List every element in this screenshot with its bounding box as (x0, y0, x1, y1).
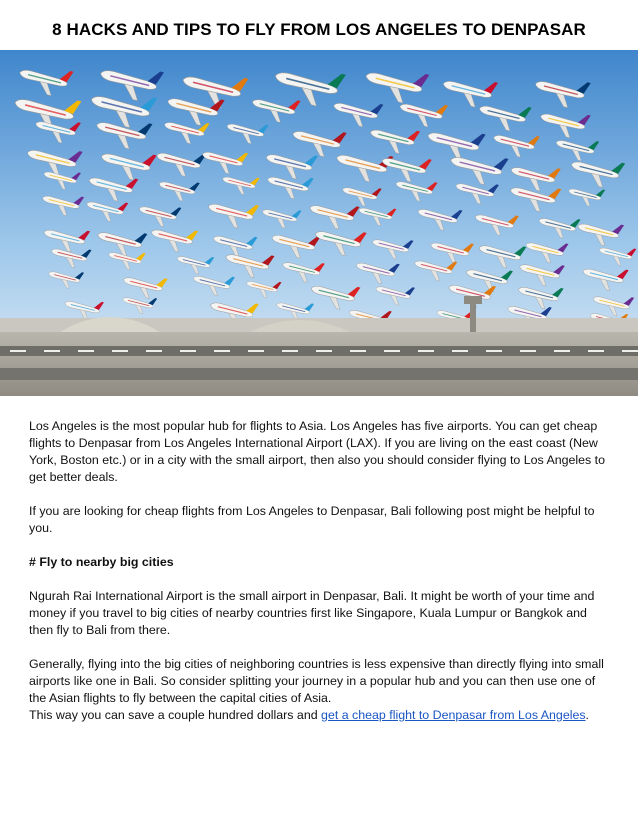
paragraph-airport: Ngurah Rai International Airport is the small airport in Denpasar, Bali. It might be worth of your time and money if you travel to big cities of nearby countries first like Singapore, Kuala Lumpur or Bangkok and then fly to Bali from there. (29, 589, 595, 637)
runway-mark (78, 350, 94, 352)
page-title: 8 HACKS AND TIPS TO FLY FROM LOS ANGELES TO DENPASAR (52, 20, 586, 39)
paragraph-strategy: Generally, flying into the big cities of neighboring countries is less expensive than directly flying into small airports like one in Bali. So consider splitting your journey in a popular hub and you can then use one of the Asian flights to fly between the capital cities of Asia. (29, 657, 604, 705)
runway-mark (282, 350, 298, 352)
runway-mark (554, 350, 570, 352)
control-tower (470, 300, 476, 332)
runway-mark (44, 350, 60, 352)
ground (0, 332, 638, 396)
control-tower-top (464, 296, 482, 304)
runway-2 (0, 368, 638, 380)
runway-mark (350, 350, 366, 352)
runway-mark (316, 350, 332, 352)
article-body (29, 418, 614, 724)
savings-end: . (585, 708, 589, 722)
paragraph-lead: If you are looking for cheap flights from Los Angeles to Denpasar, Bali following post might be helpful to you. (29, 504, 595, 535)
runway-mark (10, 350, 26, 352)
paragraph-intro: Los Angeles is the most popular hub for flights to Asia. Los Angeles has five airports. You can get cheap flights to Denpasar from Los Angeles International Airport (LAX). If you are living on the east coast (New York, Boston etc.) or in a city with the small airport, then also you should consider flying to Los Angeles to get better deals. (29, 419, 606, 484)
runway-mark (112, 350, 128, 352)
runway-mark (622, 350, 638, 352)
runway-mark (452, 350, 468, 352)
runway-mark (214, 350, 230, 352)
runway-mark (180, 350, 196, 352)
runway-mark (384, 350, 400, 352)
runway-mark (486, 350, 502, 352)
paragraph-savings (29, 707, 614, 724)
savings-text: This way you can save a couple hundred dollars and (29, 708, 322, 722)
runway-mark (248, 350, 264, 352)
runway-mark (588, 350, 604, 352)
hero-photo (0, 50, 638, 396)
section-heading: # Fly to nearby big cities (29, 555, 174, 569)
runway-mark (146, 350, 162, 352)
runway-mark (520, 350, 536, 352)
airplanes-illustration (0, 50, 638, 396)
runway-mark (418, 350, 434, 352)
cheap-flight-link[interactable]: get a cheap flight to Denpasar from Los Angeles (321, 708, 586, 722)
